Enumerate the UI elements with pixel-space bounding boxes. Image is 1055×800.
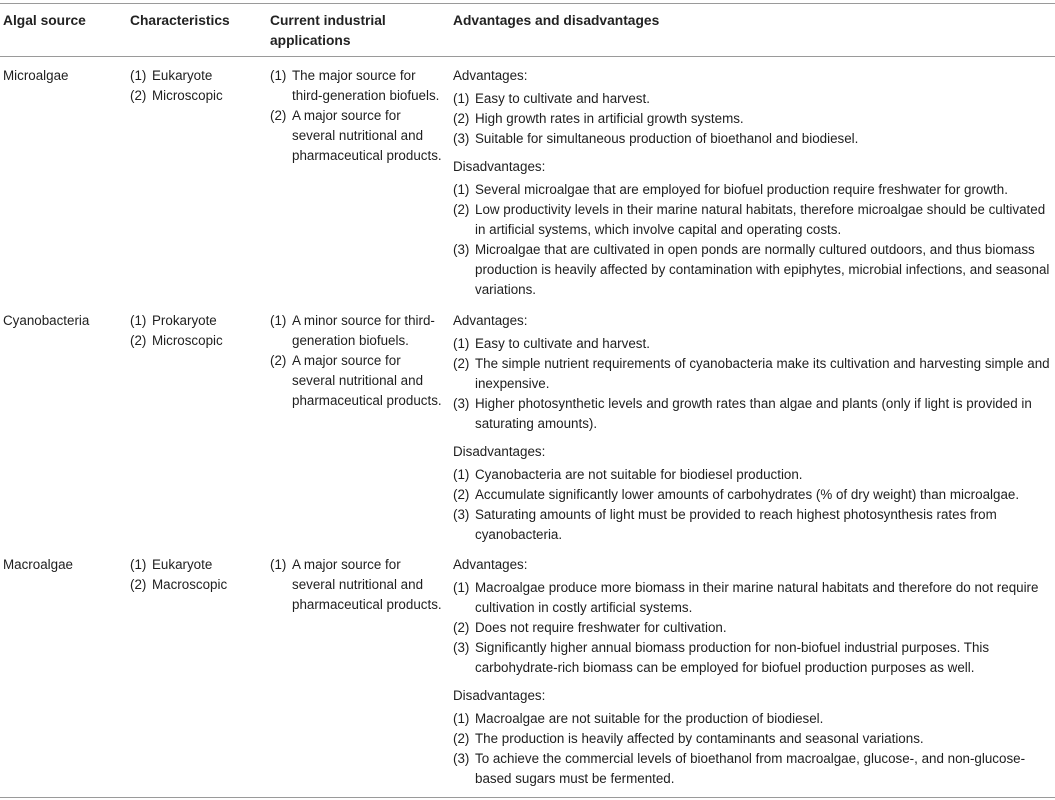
advantage-item — [453, 89, 1053, 109]
characteristic-item-number: (1) — [130, 557, 147, 572]
disadvantage-item-text: Saturating amounts of light must be provided to reach highest photosynthesis rates from cyanobacteria. — [475, 507, 997, 542]
advantage-item — [453, 618, 1053, 638]
characteristics-cell — [130, 66, 223, 106]
disadvantages-label: Disadvantages: — [453, 688, 546, 703]
disadvantage-item-number: (1) — [453, 467, 470, 482]
disadvantage-item-number: (2) — [453, 202, 470, 217]
disadvantage-item-number: (2) — [453, 487, 470, 502]
advantage-item — [453, 129, 1053, 149]
advantage-item — [453, 354, 1053, 394]
disadvantage-item — [453, 709, 1053, 729]
application-item — [270, 351, 445, 411]
applications-cell — [270, 66, 445, 166]
advantage-item-text: Easy to cultivate and harvest. — [475, 336, 650, 351]
advantage-item-number: (3) — [453, 640, 470, 655]
disadvantages-section — [453, 442, 1053, 545]
advantage-item-text: Easy to cultivate and harvest. — [475, 91, 650, 106]
advantage-item-text: High growth rates in artificial growth systems. — [475, 111, 744, 126]
advantage-item-text: The simple nutrient requirements of cyanobacteria make its cultivation and harvesting simple and inexpensive. — [475, 356, 1050, 391]
advantage-item-text: Macroalgae produce more biomass in their marine natural habitats and therefore do not require cultivation in costly artificial systems. — [475, 580, 1039, 615]
table-top-rule — [0, 3, 1055, 4]
advantages-label: Advantages: — [453, 68, 528, 83]
characteristic-item-text: Eukaryote — [152, 68, 213, 83]
disadvantage-item-number: (1) — [453, 711, 470, 726]
application-item-text: The major source for third-generation biofuels. — [292, 68, 440, 103]
advantages-label: Advantages: — [453, 557, 528, 572]
characteristic-item — [130, 555, 227, 575]
advantage-item — [453, 334, 1053, 354]
application-item-number: (1) — [270, 313, 287, 328]
application-item-text: A major source for several nutritional and pharmaceutical products. — [292, 108, 442, 163]
disadvantage-item-text: Microalgae that are cultivated in open ponds are normally cultured outdoors, and thus biomass production is heavily affected by contamination with epiphytes, microbial infections, and seasonal variations. — [475, 242, 1050, 297]
characteristic-item — [130, 575, 227, 595]
disadvantage-item-text: To achieve the commercial levels of bioethanol from macroalgae, glucose-, and non-glucose-based sugars must be fermented. — [475, 751, 1026, 786]
application-item-text: A major source for several nutritional and pharmaceutical products. — [292, 557, 442, 612]
advantage-item-number: (1) — [453, 580, 470, 595]
characteristic-item — [130, 86, 223, 106]
application-item-number: (1) — [270, 68, 287, 83]
application-item — [270, 311, 445, 351]
algal-source-cell: Cyanobacteria — [3, 313, 90, 328]
application-item-text: A major source for several nutritional and pharmaceutical products. — [292, 353, 442, 408]
characteristic-item-number: (2) — [130, 88, 147, 103]
advantage-item — [453, 578, 1053, 618]
disadvantage-item-number: (3) — [453, 751, 470, 766]
disadvantage-item-text: Low productivity levels in their marine natural habitats, therefore microalgae should be cultivated in artificial systems, which involve capital and operating costs. — [475, 202, 1046, 237]
applications-cell — [270, 555, 445, 615]
disadvantage-item-number: (3) — [453, 507, 470, 522]
application-item-number: (1) — [270, 557, 287, 572]
advantage-item-number: (1) — [453, 91, 470, 106]
application-item-text: A minor source for third-generation biofuels. — [292, 313, 435, 348]
header-applications-line2: applications — [270, 33, 351, 48]
characteristic-item-number: (2) — [130, 577, 147, 592]
advantage-item-number: (3) — [453, 131, 470, 146]
disadvantage-item-text: Cyanobacteria are not suitable for biodiesel production. — [475, 467, 803, 482]
header-applications-line1: Current industrial — [270, 13, 386, 28]
advantage-item-text: Suitable for simultaneous production of bioethanol and biodiesel. — [475, 131, 859, 146]
characteristics-cell — [130, 555, 227, 595]
table-bottom-rule — [0, 797, 1055, 798]
application-item — [270, 66, 445, 106]
advantage-item-text: Significantly higher annual biomass production for non-biofuel industrial purposes. This carbohydrate-rich biomass can be employed for biofuel production purposes as well. — [475, 640, 990, 675]
applications-cell — [270, 311, 445, 411]
disadvantage-item-text: Accumulate significantly lower amounts of carbohydrates (% of dry weight) than microalgae. — [475, 487, 1020, 502]
characteristic-item — [130, 331, 223, 351]
characteristic-item — [130, 66, 223, 86]
disadvantage-item-number: (2) — [453, 731, 470, 746]
advantage-item — [453, 394, 1053, 434]
characteristic-item-text: Microscopic — [152, 333, 223, 348]
characteristic-item — [130, 311, 223, 331]
disadvantage-item-number: (1) — [453, 182, 470, 197]
disadvantage-item — [453, 485, 1053, 505]
application-item — [270, 555, 445, 615]
characteristic-item-number: (1) — [130, 313, 147, 328]
advantages-disadvantages-cell — [453, 66, 1053, 300]
header-current-applications — [270, 11, 386, 51]
disadvantage-item — [453, 200, 1053, 240]
advantage-item — [453, 638, 1053, 678]
characteristics-cell — [130, 311, 223, 351]
algal-source-cell: Microalgae — [3, 68, 69, 83]
disadvantage-item-text: Several microalgae that are employed for biofuel production require freshwater for growth. — [475, 182, 1008, 197]
advantages-disadvantages-cell — [453, 311, 1053, 545]
characteristic-item-text: Microscopic — [152, 88, 223, 103]
characteristic-item-text: Prokaryote — [152, 313, 217, 328]
advantage-item-number: (2) — [453, 356, 470, 371]
disadvantages-label: Disadvantages: — [453, 444, 546, 459]
disadvantage-item-text: Macroalgae are not suitable for the production of biodiesel. — [475, 711, 824, 726]
advantage-item-text: Does not require freshwater for cultivation. — [475, 620, 727, 635]
application-item-number: (2) — [270, 108, 287, 123]
characteristic-item-text: Macroscopic — [152, 577, 228, 592]
header-characteristics: Characteristics — [130, 13, 230, 28]
disadvantages-section — [453, 157, 1053, 300]
disadvantages-section — [453, 686, 1053, 789]
table-header-rule — [0, 56, 1055, 57]
advantage-item-number: (3) — [453, 396, 470, 411]
advantages-label: Advantages: — [453, 313, 528, 328]
algal-source-cell: Macroalgae — [3, 557, 73, 572]
characteristic-item-number: (2) — [130, 333, 147, 348]
disadvantage-item-text: The production is heavily affected by contaminants and seasonal variations. — [475, 731, 924, 746]
advantages-disadvantages-cell — [453, 555, 1053, 789]
advantage-item-number: (1) — [453, 336, 470, 351]
header-algal-source: Algal source — [3, 13, 86, 28]
advantages-section — [453, 66, 1053, 149]
application-item-number: (2) — [270, 353, 287, 368]
disadvantage-item — [453, 240, 1053, 300]
characteristic-item-number: (1) — [130, 68, 147, 83]
advantages-section — [453, 555, 1053, 678]
advantage-item-number: (2) — [453, 111, 470, 126]
disadvantage-item — [453, 505, 1053, 545]
advantages-section — [453, 311, 1053, 434]
disadvantage-item — [453, 465, 1053, 485]
advantage-item — [453, 109, 1053, 129]
disadvantage-item — [453, 749, 1053, 789]
disadvantage-item-number: (3) — [453, 242, 470, 257]
disadvantages-label: Disadvantages: — [453, 159, 546, 174]
disadvantage-item — [453, 729, 1053, 749]
advantage-item-text: Higher photosynthetic levels and growth rates than algae and plants (only if light is provided in saturating amounts). — [475, 396, 1032, 431]
disadvantage-item — [453, 180, 1053, 200]
application-item — [270, 106, 445, 166]
advantage-item-number: (2) — [453, 620, 470, 635]
characteristic-item-text: Eukaryote — [152, 557, 213, 572]
header-advantages-disadvantages: Advantages and disadvantages — [453, 13, 660, 28]
